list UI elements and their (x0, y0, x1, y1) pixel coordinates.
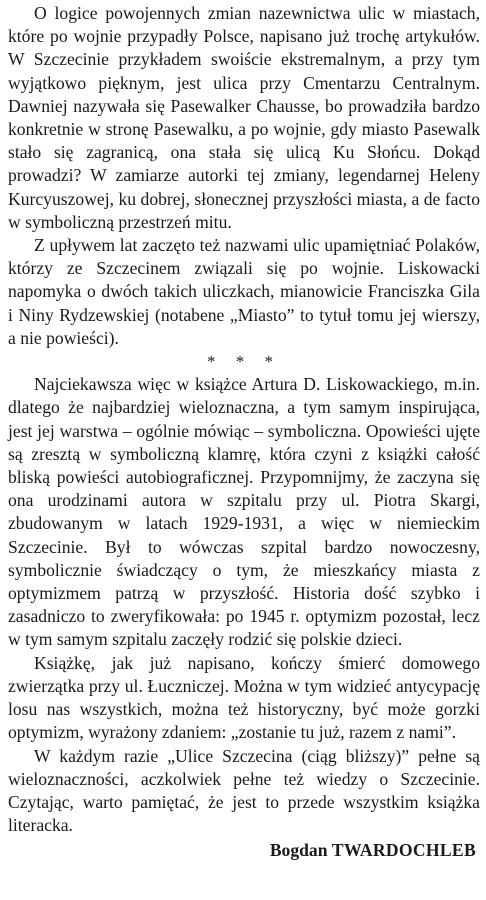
article-paragraph-5: W każdym razie „Ulice Szczecina (ciąg bliższy)” pełne są wieloznaczności, aczkolwiek pełne też wiedzy o Szczecinie. Czytając, warto pamiętać, że jest to przede wszystkim książka literacka. (8, 745, 480, 836)
author-signature (8, 839, 476, 862)
article-paragraph-2: Z upływem lat zaczęto też nazwami ulic upamiętniać Polaków, którzy ze Szczecinem związali się po wojnie. Liskowacki napomyka o dwóch takich uliczkach, mianowicie Franciszka Gila i Niny Rydzewskiej (notabene „Miasto” to tytuł tomu jej wierszy, a nie powieści). (8, 235, 480, 348)
author-surname: TWARDOCHLEB (331, 840, 476, 861)
section-break: * * * (207, 352, 281, 372)
author-first-name: Bogdan (269, 840, 328, 861)
article-paragraph-4: Książkę, jak już napisano, kończy śmierć domowego zwierzątka przy ul. Łuczniczej. Można w tym widzieć antycypację losu nas wszystkich, można też historyczny, być może gorzki optymizm, wyrażony zdaniem: „zostanie tu już, razem z nami”. (8, 652, 480, 743)
article-paragraph-1: O logice powojennych zmian nazewnictwa ulic w miastach, które po wojnie przypadły Polsce, napisano już trochę artykułów. W Szczecinie przykładem swoiście ekstremalnym, a przy tym wyjątkowo pięknym, jest ulica przy Cmentarzu Centralnym. Dawniej nazywała się Pasewalker Chausse, bo prowadziła bardzo konkretnie w stronę Pasewalku, a po wojnie, gdy miasto Pasewalk stało się zagranicą, ona stała się ulicą Ku Słońcu. Dokąd prowadzi? W zamiarze autorki tej zmiany, legendarnej Heleny Kurcyuszowej, ku dobrej, słonecznej przyszłości miasta, a de facto w symboliczną przestrzeń mitu. (8, 3, 480, 232)
article-paragraph-3: Najciekawsza więc w książce Artura D. Liskowackiego, m.in. dlatego że najbardziej wieloznaczna, a tym samym inspirująca, jest jej warstwa – ogólnie mówiąc – symboliczna. Opowieści ujęte są zresztą w symboliczną klamrę, która czyni z książki całość bliską powieści autobiograficznej. Przypomnijmy, że zaczyna się ona urodzinami autora w szpitalu przy ul. Piotra Skargi, zbudowanym w latach 1929-1931, a więc w niemieckim Szczecinie. Był to wówczas szpital bardzo nowoczesny, symbolicznie świadczący o tym, że mieszkańcy miasta z optymizmem patrzą w przyszłość. Historia dość szybko i zasadniczo to zweryfikowała: po 1945 r. optymizm pozostał, lecz w tym samym szpitalu zaczęły rodzić się polskie dzieci. (8, 374, 480, 650)
